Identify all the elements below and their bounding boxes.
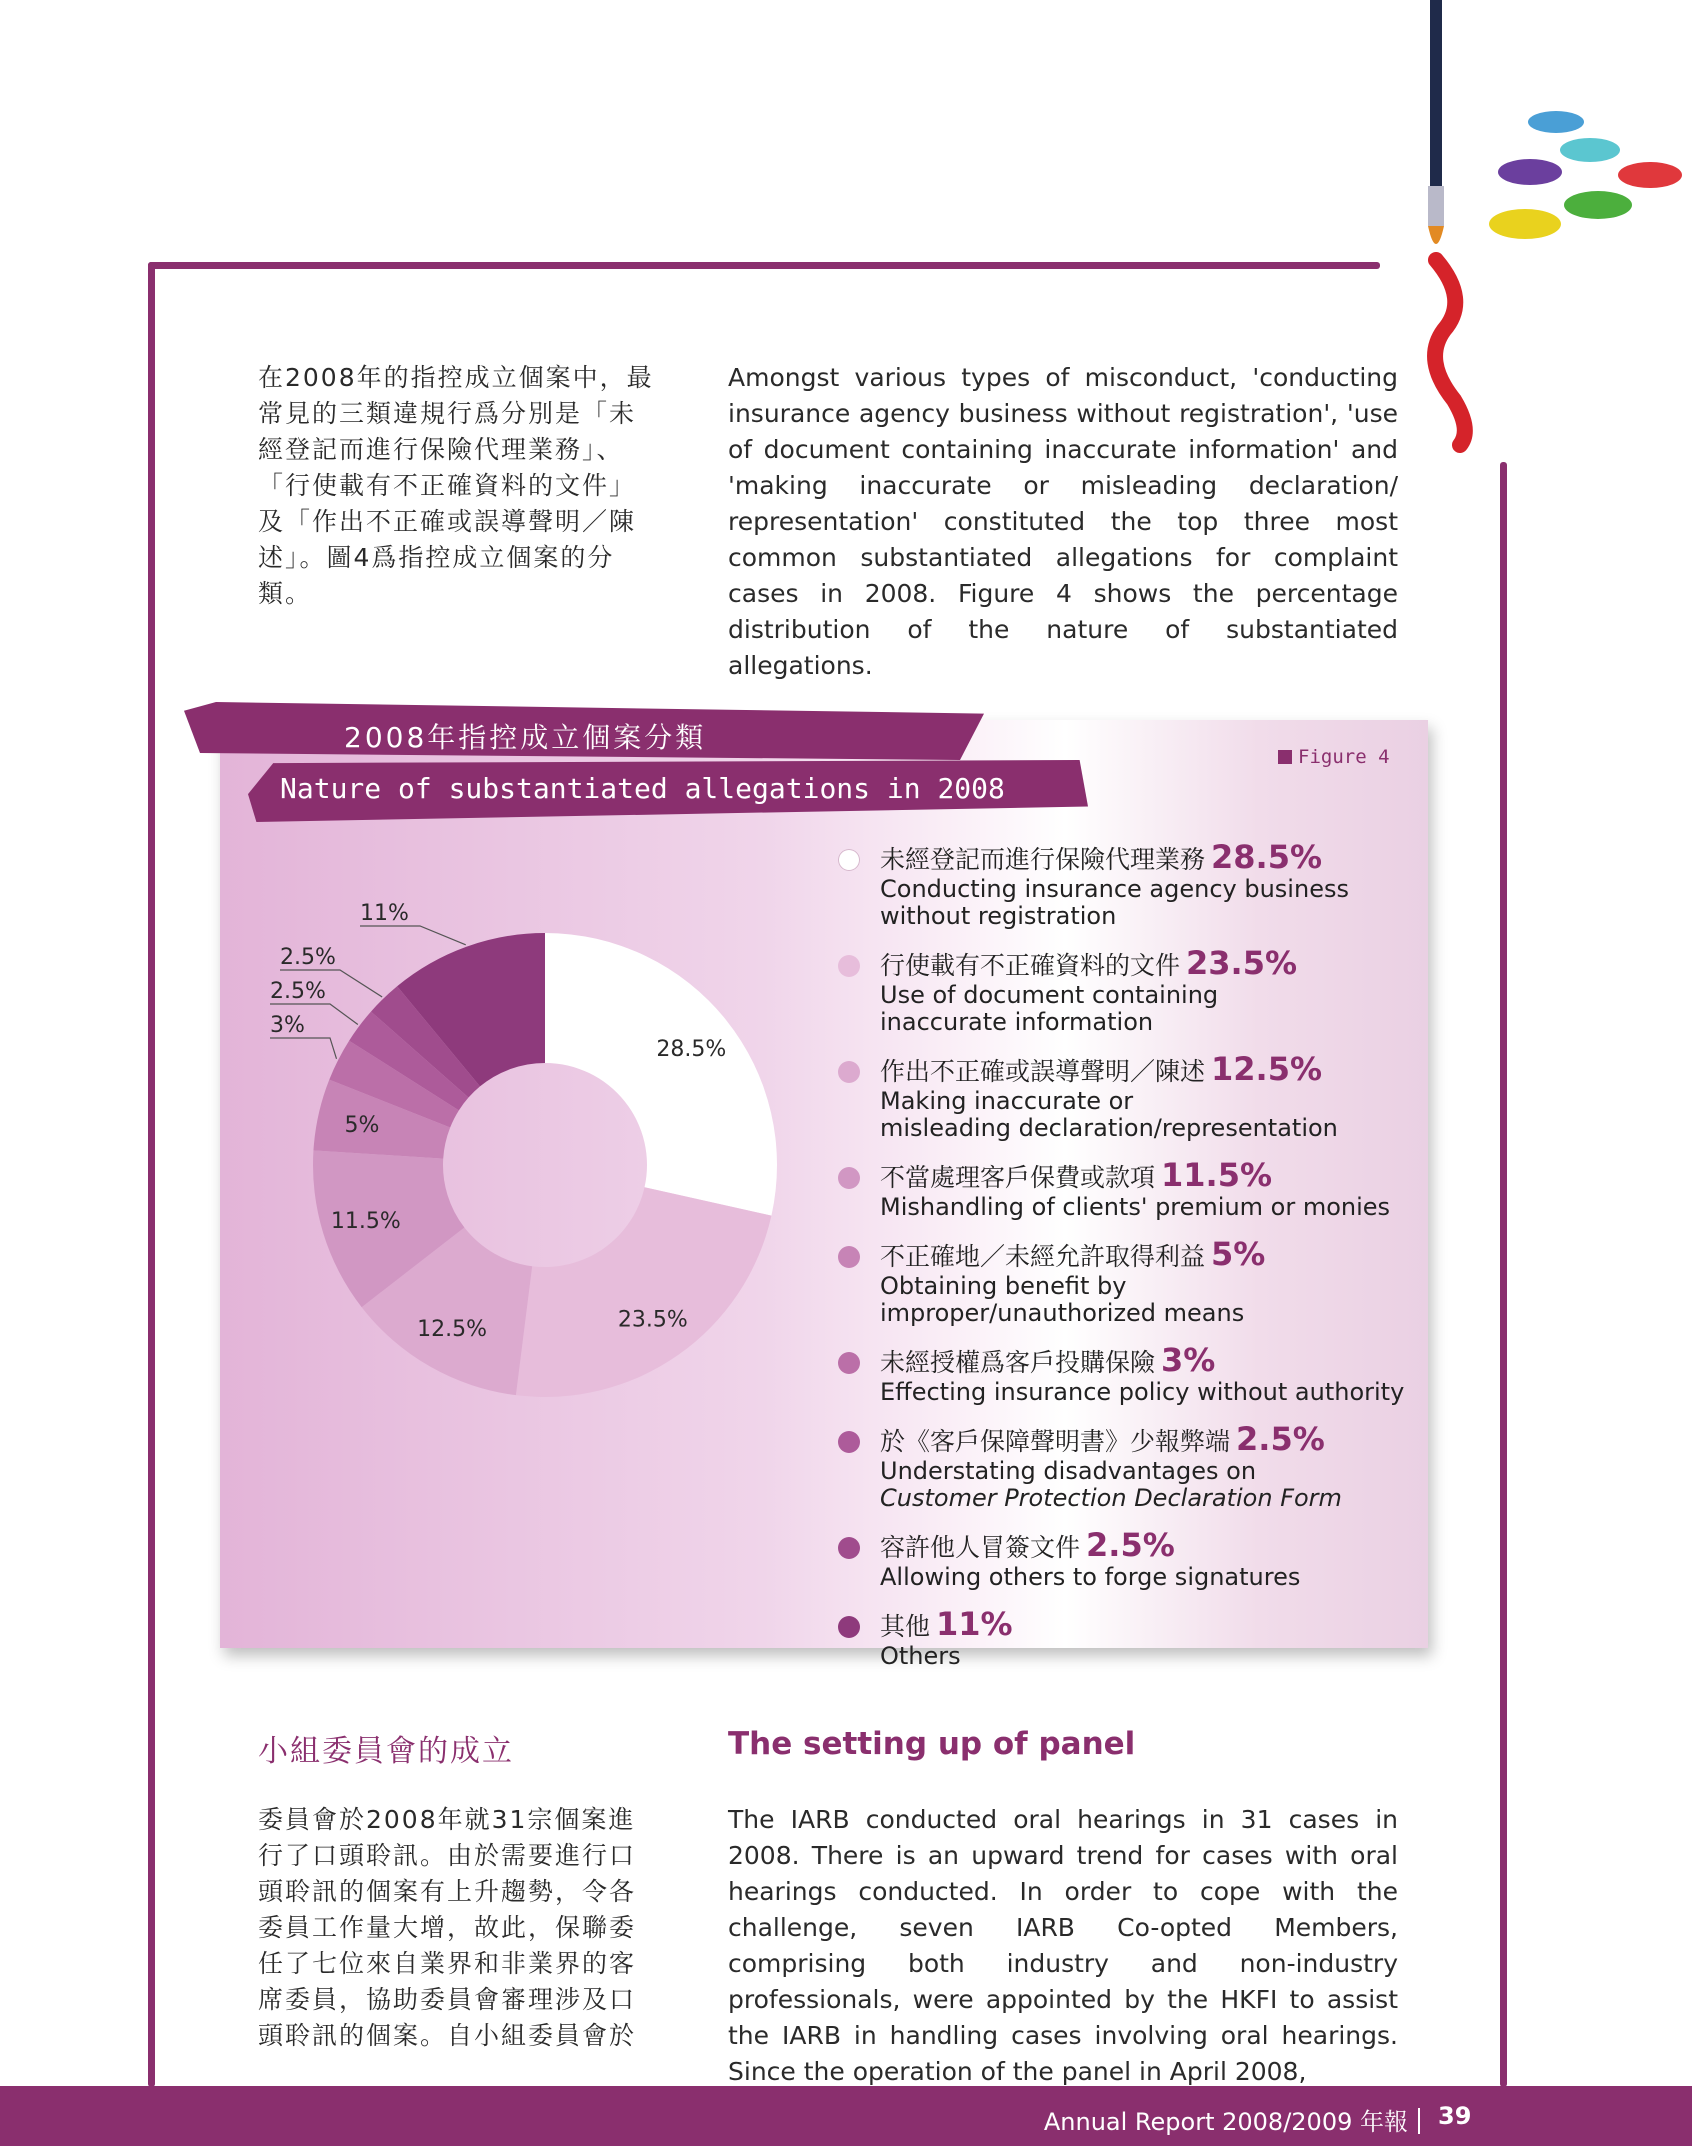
legend-en-line2-5: improper/unauthorized means (880, 1299, 1245, 1327)
legend-swatch-9 (838, 1616, 860, 1638)
legend-title-line-9 (880, 1605, 1428, 1643)
legend-en-9: Others (880, 1642, 961, 1670)
legend-title-line-4 (880, 1156, 1428, 1194)
section-body-zh: 委員會於2008年就31宗個案進行了口頭聆訊。由於需要進行口頭聆訊的個案有上升趨勢，令各委員工作量大增，故此，保聯委任了七位來自業界和非業界的客席委員，協助委員會審理涉及口頭聆訊的個案。自小組委員會於 (258, 1805, 637, 2050)
intro-paragraph-en: Amongst various types of misconduct, 'conducting insurance agency business without registration', 'use of document containing inaccurate information' and 'making inaccurate or misleading declaration/ representation' constituted the top three most common substantiated allegations for complaint cases in 2008. Figure 4 shows the percentage distribution of the nature of substantiated allegations. (728, 363, 1398, 680)
legend-swatch-3 (838, 1061, 860, 1083)
legend-swatch-7 (838, 1431, 860, 1453)
donut-leader-line-9 (360, 926, 466, 945)
legend-en-7: Understating disadvantages on (880, 1457, 1257, 1485)
legend-percent-5: 5% (1211, 1235, 1266, 1273)
legend-en-6: Effecting insurance policy without authority (880, 1378, 1405, 1406)
legend-title-line-5 (880, 1235, 1428, 1273)
legend-title-line-7 (880, 1420, 1428, 1458)
frame-top-border (148, 262, 1380, 269)
legend-item-5 (838, 1235, 1428, 1327)
donut-label-7: 2.5% (270, 979, 326, 1004)
legend-zh-3: 作出不正確或誤導聲明／陳述 (880, 1057, 1206, 1086)
legend-zh-6: 未經授權爲客戶投購保險 (880, 1348, 1156, 1377)
legend-percent-8: 2.5% (1086, 1526, 1175, 1564)
footer-separator (1418, 2108, 1420, 2134)
footer-label-wrap (1044, 2102, 1430, 2137)
legend-percent-4: 11.5% (1161, 1156, 1273, 1194)
legend-zh-7: 於《客戶保障聲明書》少報弊端 (880, 1427, 1231, 1456)
legend-en-8: Allowing others to forge signatures (880, 1563, 1301, 1591)
legend-title-line-6 (880, 1341, 1428, 1379)
footer-label: Annual Report 2008/2009 年報 (1043, 2108, 1408, 2136)
legend-title-line-8 (880, 1526, 1428, 1564)
legend-en-2: Use of document containing (880, 981, 1219, 1009)
legend-percent-2: 23.5% (1186, 944, 1298, 982)
legend-title-line-1 (880, 838, 1428, 876)
legend-en-1: Conducting insurance agency business (880, 875, 1349, 903)
legend-percent-3: 12.5% (1211, 1050, 1323, 1088)
figure-tag-label: Figure 4 (1298, 746, 1390, 768)
legend-percent-1: 28.5% (1211, 838, 1323, 876)
legend-en-italic-7: Customer Protection Declaration Form (880, 1484, 1342, 1512)
legend-en-4: Mishandling of clients' premium or monies (880, 1193, 1391, 1221)
legend-item-6 (838, 1341, 1428, 1406)
figure-tag-square-icon (1278, 750, 1292, 764)
legend-percent-9: 11% (936, 1605, 1013, 1643)
legend-swatch-5 (838, 1246, 860, 1268)
legend-swatch-6 (838, 1352, 860, 1374)
frame-left-border (148, 262, 155, 2087)
donut-slice-1 (545, 933, 777, 1216)
legend-zh-9: 其他 (880, 1612, 931, 1641)
legend-percent-7: 2.5% (1236, 1420, 1325, 1458)
legend-item-2 (838, 944, 1428, 1036)
donut-label-6: 3% (270, 1013, 305, 1038)
legend-swatch-4 (838, 1167, 860, 1189)
section-heading-en: The setting up of panel (728, 1726, 1136, 1762)
legend-title-line-2 (880, 944, 1428, 982)
legend-zh-4: 不當處理客戶保費或款項 (880, 1163, 1156, 1192)
legend-en-line2-3: misleading declaration/representation (880, 1114, 1338, 1142)
legend-zh-1: 未經登記而進行保險代理業務 (880, 845, 1206, 874)
page-number: 39 (1438, 2102, 1472, 2130)
donut-label-3: 12.5% (417, 1316, 488, 1342)
legend-en-5: Obtaining benefit by (880, 1272, 1127, 1300)
legend-en-line2-7 (880, 1485, 1428, 1512)
frame-right-border (1500, 462, 1507, 2087)
donut-chart (260, 880, 800, 1400)
legend-percent-6: 3% (1161, 1341, 1216, 1379)
intro-paragraph-zh: 在2008年的指控成立個案中，最常見的三類違規行爲分別是「未經登記而進行保險代理業務」、「行使載有不正確資料的文件」及「作出不正確或誤導聲明／陳述」。圖4爲指控成立個案的分類。 (258, 363, 654, 608)
legend-item-9 (838, 1605, 1428, 1670)
legend-en-line2-2: inaccurate information (880, 1008, 1154, 1036)
donut-slice-2 (516, 1187, 771, 1397)
figure-title-en: Nature of substantiated allegations in 2008 (280, 772, 1005, 805)
paintbrush-illustration (1400, 0, 1692, 460)
legend-swatch-8 (838, 1537, 860, 1559)
legend-item-1 (838, 838, 1428, 930)
legend-item-7 (838, 1420, 1428, 1512)
legend-swatch-1 (838, 849, 860, 871)
donut-label-1: 28.5% (656, 1036, 727, 1062)
figure-title-zh: 2008年指控成立個案分類 (344, 721, 707, 754)
section-body-en: The IARB conducted oral hearings in 31 cases in 2008. There is an upward trend for cases with oral hearings conducted. In order to cope with the challenge, seven IARB Co-opted Members, comprising both industry and non-industry professionals, were appointed by the HKFI to assist the IARB in handling cases involving oral hearings. Since the operation of the panel in April 2008, (728, 1805, 1398, 2086)
legend-title-line-3 (880, 1050, 1428, 1088)
chart-legend (838, 838, 1428, 1684)
donut-label-2: 23.5% (617, 1307, 688, 1333)
donut-label-4: 11.5% (330, 1209, 401, 1235)
legend-item-8 (838, 1526, 1428, 1591)
legend-zh-8: 容許他人冒簽文件 (880, 1533, 1081, 1562)
section-heading-zh: 小組委員會的成立 (258, 1734, 514, 1769)
legend-swatch-2 (838, 955, 860, 977)
donut-leader-line-6 (270, 1038, 337, 1059)
donut-label-8: 2.5% (280, 945, 336, 970)
legend-zh-2: 行使載有不正確資料的文件 (880, 951, 1181, 980)
legend-item-3 (838, 1050, 1428, 1142)
donut-label-9: 11% (360, 901, 409, 926)
legend-zh-5: 不正確地／未經允許取得利益 (880, 1242, 1206, 1271)
legend-en-3: Making inaccurate or (880, 1087, 1134, 1115)
legend-en-line2-1: without registration (880, 902, 1117, 930)
donut-label-5: 5% (344, 1113, 380, 1139)
figure-tag (1278, 746, 1390, 768)
legend-item-4 (838, 1156, 1428, 1221)
